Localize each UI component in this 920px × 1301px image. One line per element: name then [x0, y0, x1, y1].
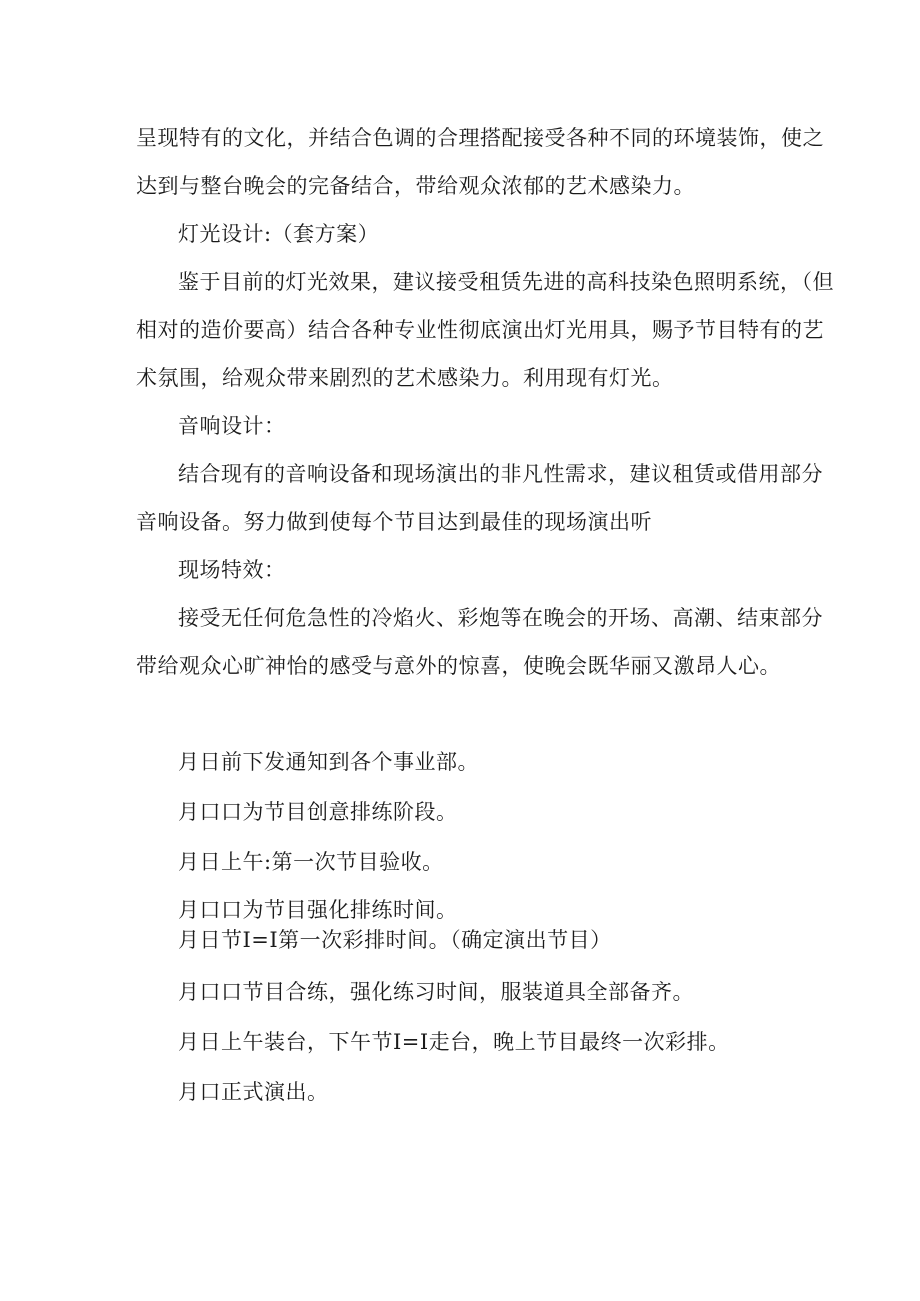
paragraph-line: 鉴于目前的灯光效果，建议接受租赁先进的高科技染色照明系统，（但 [178, 270, 834, 294]
paragraph-line: 术氛围，给观众带来剧烈的艺术感染力。利用现有灯光。 [136, 366, 674, 390]
section-heading-effects: 现场特效： [178, 558, 286, 582]
paragraph-line: 接受无任何危急性的冷焰火、彩炮等在晚会的开场、高潮、结束部分 [178, 606, 823, 630]
section-heading-audio: 音响设计： [178, 414, 286, 438]
paragraph-line: 结合现有的音响设备和现场演出的非凡性需求，建议租赁或借用部分 [178, 462, 823, 486]
schedule-item: 月口口为节目创意排练阶段。 [178, 800, 458, 824]
paragraph-line: 相对的造价要高）结合各种专业性彻底演出灯光用具，赐予节目特有的艺 [136, 318, 824, 342]
schedule-item: 月日前下发通知到各个事业部。 [178, 750, 479, 774]
schedule-item: 月口口为节目强化排练时间。 [178, 898, 458, 922]
paragraph-line: 达到与整台晚会的完备结合，带给观众浓郁的艺术感染力。 [136, 174, 695, 198]
paragraph-line: 带给观众心旷神怡的感受与意外的惊喜，使晚会既华丽又激昂人心。 [136, 654, 781, 678]
schedule-item: 月日上午装台，下午节I=I走台，晚上节目最终一次彩排。 [178, 1030, 730, 1054]
schedule-item: 月日节I=I第一次彩排时间。（确定演出节目） [178, 928, 612, 952]
paragraph-line: 呈现特有的文化，并结合色调的合理搭配接受各种不同的环境装饰，使之 [136, 126, 824, 150]
schedule-item: 月口口节目合练，强化练习时间，服装道具全部备齐。 [178, 980, 694, 1004]
schedule-item: 月口正式演出。 [178, 1080, 329, 1104]
section-heading-lighting: 灯光设计:（套方案） [178, 222, 380, 246]
schedule-item: 月日上午:第一次节目验收。 [178, 850, 444, 874]
paragraph-line: 音响设备。努力做到使每个节目达到最佳的现场演出听 [136, 510, 652, 534]
